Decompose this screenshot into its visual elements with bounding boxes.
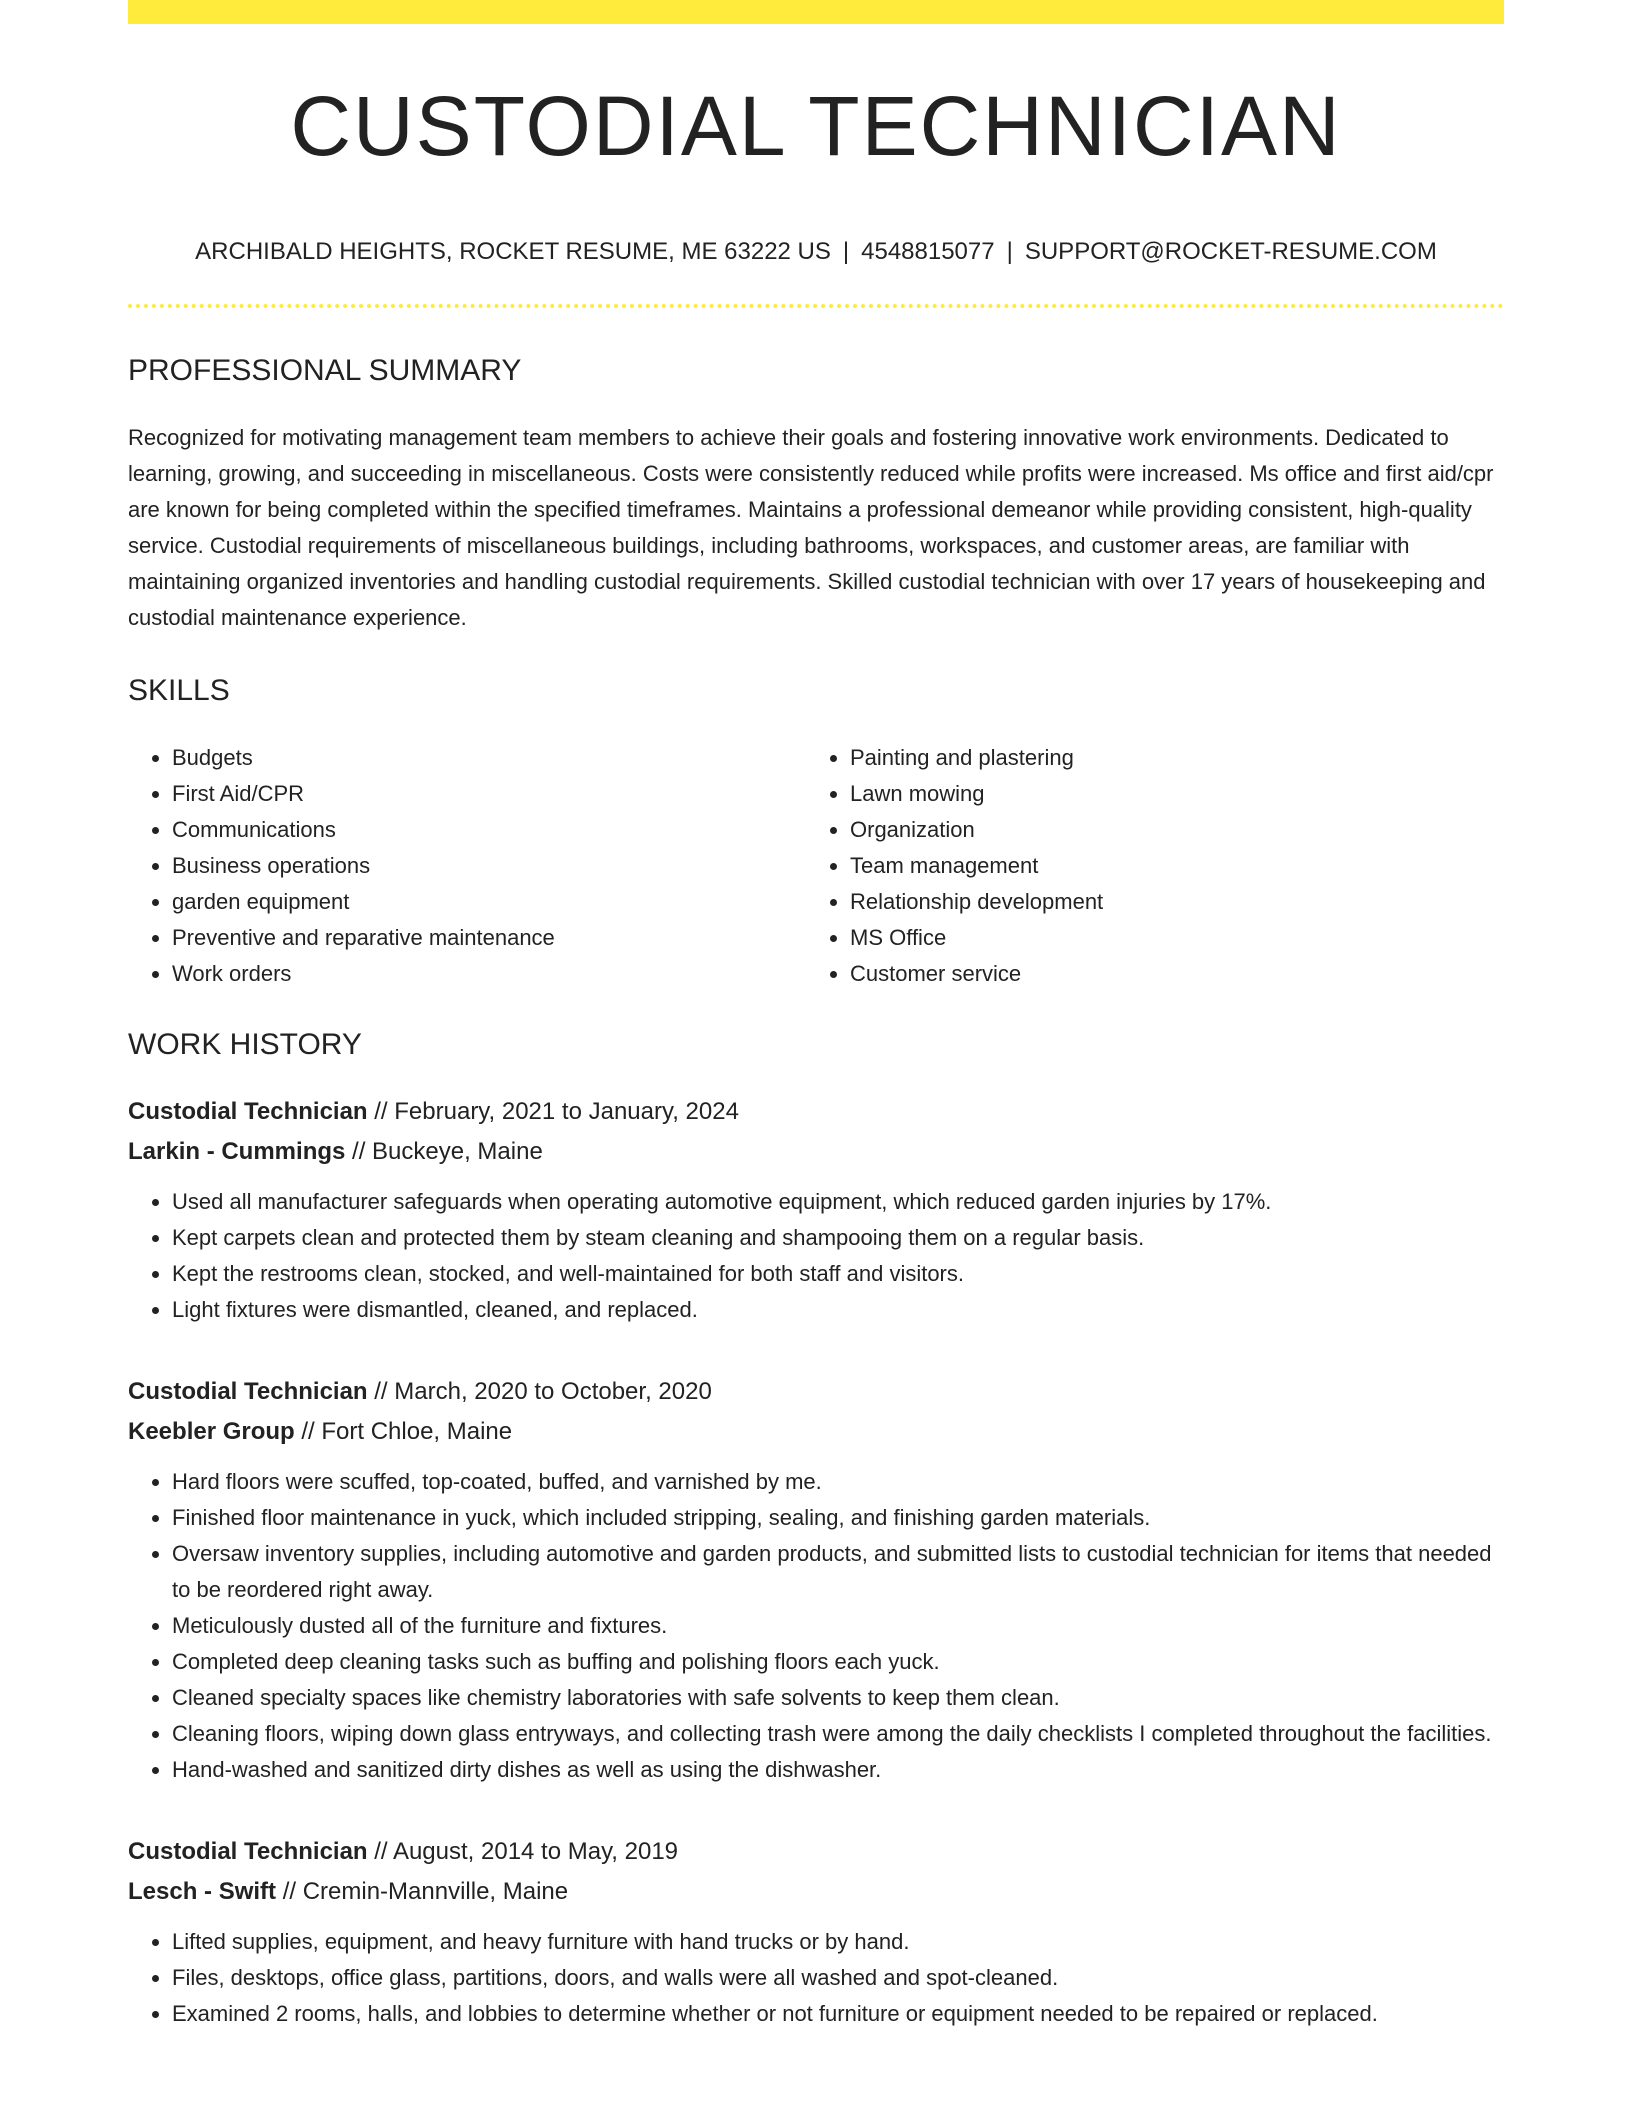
job-bullet: • Lifted supplies, equipment, and heavy furniture with hand trucks or by hand.	[172, 1924, 1504, 1960]
job-title: Custodial Technician	[128, 1838, 368, 1865]
job-bullet: • Examined 2 rooms, halls, and lobbies to determine whether or not furniture or equipment needed to be repaired or replaced.	[172, 1996, 1504, 2032]
skill-item: • Customer service	[850, 956, 1484, 992]
job-company: Keebler Group	[128, 1418, 295, 1445]
contact-phone: 4548815077	[861, 238, 995, 265]
job-bullets	[128, 1464, 1504, 1788]
skill-item: • First Aid/CPR	[172, 776, 806, 812]
job-title: Custodial Technician	[128, 1378, 368, 1405]
resume-name: CUSTODIAL TECHNICIAN	[290, 79, 1342, 173]
skills-column-left	[128, 740, 806, 992]
skill-item: • Budgets	[172, 740, 806, 776]
job-bullets	[128, 1924, 1504, 2032]
job-location: // Buckeye, Maine	[352, 1138, 543, 1165]
job-company: Larkin - Cummings	[128, 1138, 346, 1165]
job-bullets	[128, 1184, 1504, 1328]
skill-item: • garden equipment	[172, 884, 806, 920]
job-bullet: • Light fixtures were dismantled, cleaned, and replaced.	[172, 1292, 1504, 1328]
skill-item: • Preventive and reparative maintenance	[172, 920, 806, 956]
skill-item: • Work orders	[172, 956, 806, 992]
work-history-heading: WORK HISTORY	[128, 1028, 362, 1061]
job-title-line	[128, 1372, 1504, 1412]
job-bullet: • Used all manufacturer safeguards when operating automotive equipment, which reduced garden injuries by 17%.	[172, 1184, 1504, 1220]
skill-item: • Communications	[172, 812, 806, 848]
job-location: // Cremin-Mannville, Maine	[282, 1878, 569, 1905]
skill-item: • Painting and plastering	[850, 740, 1484, 776]
skills-heading: SKILLS	[128, 674, 230, 707]
skills-list	[128, 740, 1504, 992]
contact-separator: |	[842, 238, 850, 265]
contact-email[interactable]: SUPPORT@ROCKET-RESUME.COM	[1024, 238, 1437, 265]
job-dates: // February, 2021 to January, 2024	[374, 1098, 739, 1125]
job-dates: // August, 2014 to May, 2019	[374, 1838, 679, 1865]
job-company: Lesch - Swift	[128, 1878, 277, 1905]
job-dates: // March, 2020 to October, 2020	[374, 1378, 712, 1405]
job-bullet: • Completed deep cleaning tasks such as buffing and polishing floors each yuck.	[172, 1644, 1504, 1680]
top-accent-bar	[128, 0, 1504, 24]
job-bullet: • Files, desktops, office glass, partitions, doors, and walls were all washed and spot-cleaned.	[172, 1960, 1504, 1996]
job-bullet: • Kept carpets clean and protected them by steam cleaning and shampooing them on a regular basis.	[172, 1220, 1504, 1256]
skill-item: • MS Office	[850, 920, 1484, 956]
job-company-line	[128, 1872, 1504, 1912]
job-bullet: • Cleaned specialty spaces like chemistry laboratories with safe solvents to keep them clean.	[172, 1680, 1504, 1716]
dotted-divider	[128, 304, 1504, 308]
skill-item: • Organization	[850, 812, 1484, 848]
skill-item: • Lawn mowing	[850, 776, 1484, 812]
contact-address: ARCHIBALD HEIGHTS, ROCKET RESUME, ME 63222 US	[195, 238, 831, 265]
job-entry	[128, 1372, 1504, 1788]
job-bullet: • Cleaning floors, wiping down glass entryways, and collecting trash were among the daily checklists I completed throughout the facilities.	[172, 1716, 1504, 1752]
contact-line	[128, 240, 1504, 264]
job-bullet: • Finished floor maintenance in yuck, which included stripping, sealing, and finishing garden materials.	[172, 1500, 1504, 1536]
contact-separator: |	[1006, 238, 1013, 265]
skill-item: • Relationship development	[850, 884, 1484, 920]
summary-text: Recognized for motivating management team members to achieve their goals and fostering innovative work environments. Dedicated to learning, growing, and succeeding in miscellaneous. Costs were consistently reduced while profits were increased. Ms office and first aid/cpr are known for being completed within the specified timeframes. Maintains a professional demeanor while providing consistent, high-quality service. Custodial requirements of miscellaneous buildings, including bathrooms, workspaces, and customer areas, are familiar with maintaining organized inventories and handling custodial requirements. Skilled custodial technician with over 17 years of housekeeping and custodial maintenance experience.	[128, 425, 1494, 630]
summary-heading: PROFESSIONAL SUMMARY	[128, 354, 522, 387]
job-title-line	[128, 1092, 1504, 1132]
job-company-line	[128, 1132, 1504, 1172]
job-bullet: • Kept the restrooms clean, stocked, and well-maintained for both staff and visitors.	[172, 1256, 1504, 1292]
resume-page	[128, 0, 1504, 2032]
job-bullet: • Hard floors were scuffed, top-coated, buffed, and varnished by me.	[172, 1464, 1504, 1500]
job-entry	[128, 1092, 1504, 1328]
job-bullet: • Meticulously dusted all of the furniture and fixtures.	[172, 1608, 1504, 1644]
job-location: // Fort Chloe, Maine	[301, 1418, 513, 1445]
job-title-line	[128, 1832, 1504, 1872]
job-title: Custodial Technician	[128, 1098, 368, 1125]
skills-column-right	[806, 740, 1484, 992]
job-bullet: • Oversaw inventory supplies, including automotive and garden products, and submitted lists to custodial technician for items that needed to be reordered right away.	[172, 1536, 1504, 1608]
skill-item: • Business operations	[172, 848, 806, 884]
job-entry	[128, 1832, 1504, 2032]
skill-item: • Team management	[850, 848, 1484, 884]
job-company-line	[128, 1412, 1504, 1452]
job-bullet: • Hand-washed and sanitized dirty dishes as well as using the dishwasher.	[172, 1752, 1504, 1788]
